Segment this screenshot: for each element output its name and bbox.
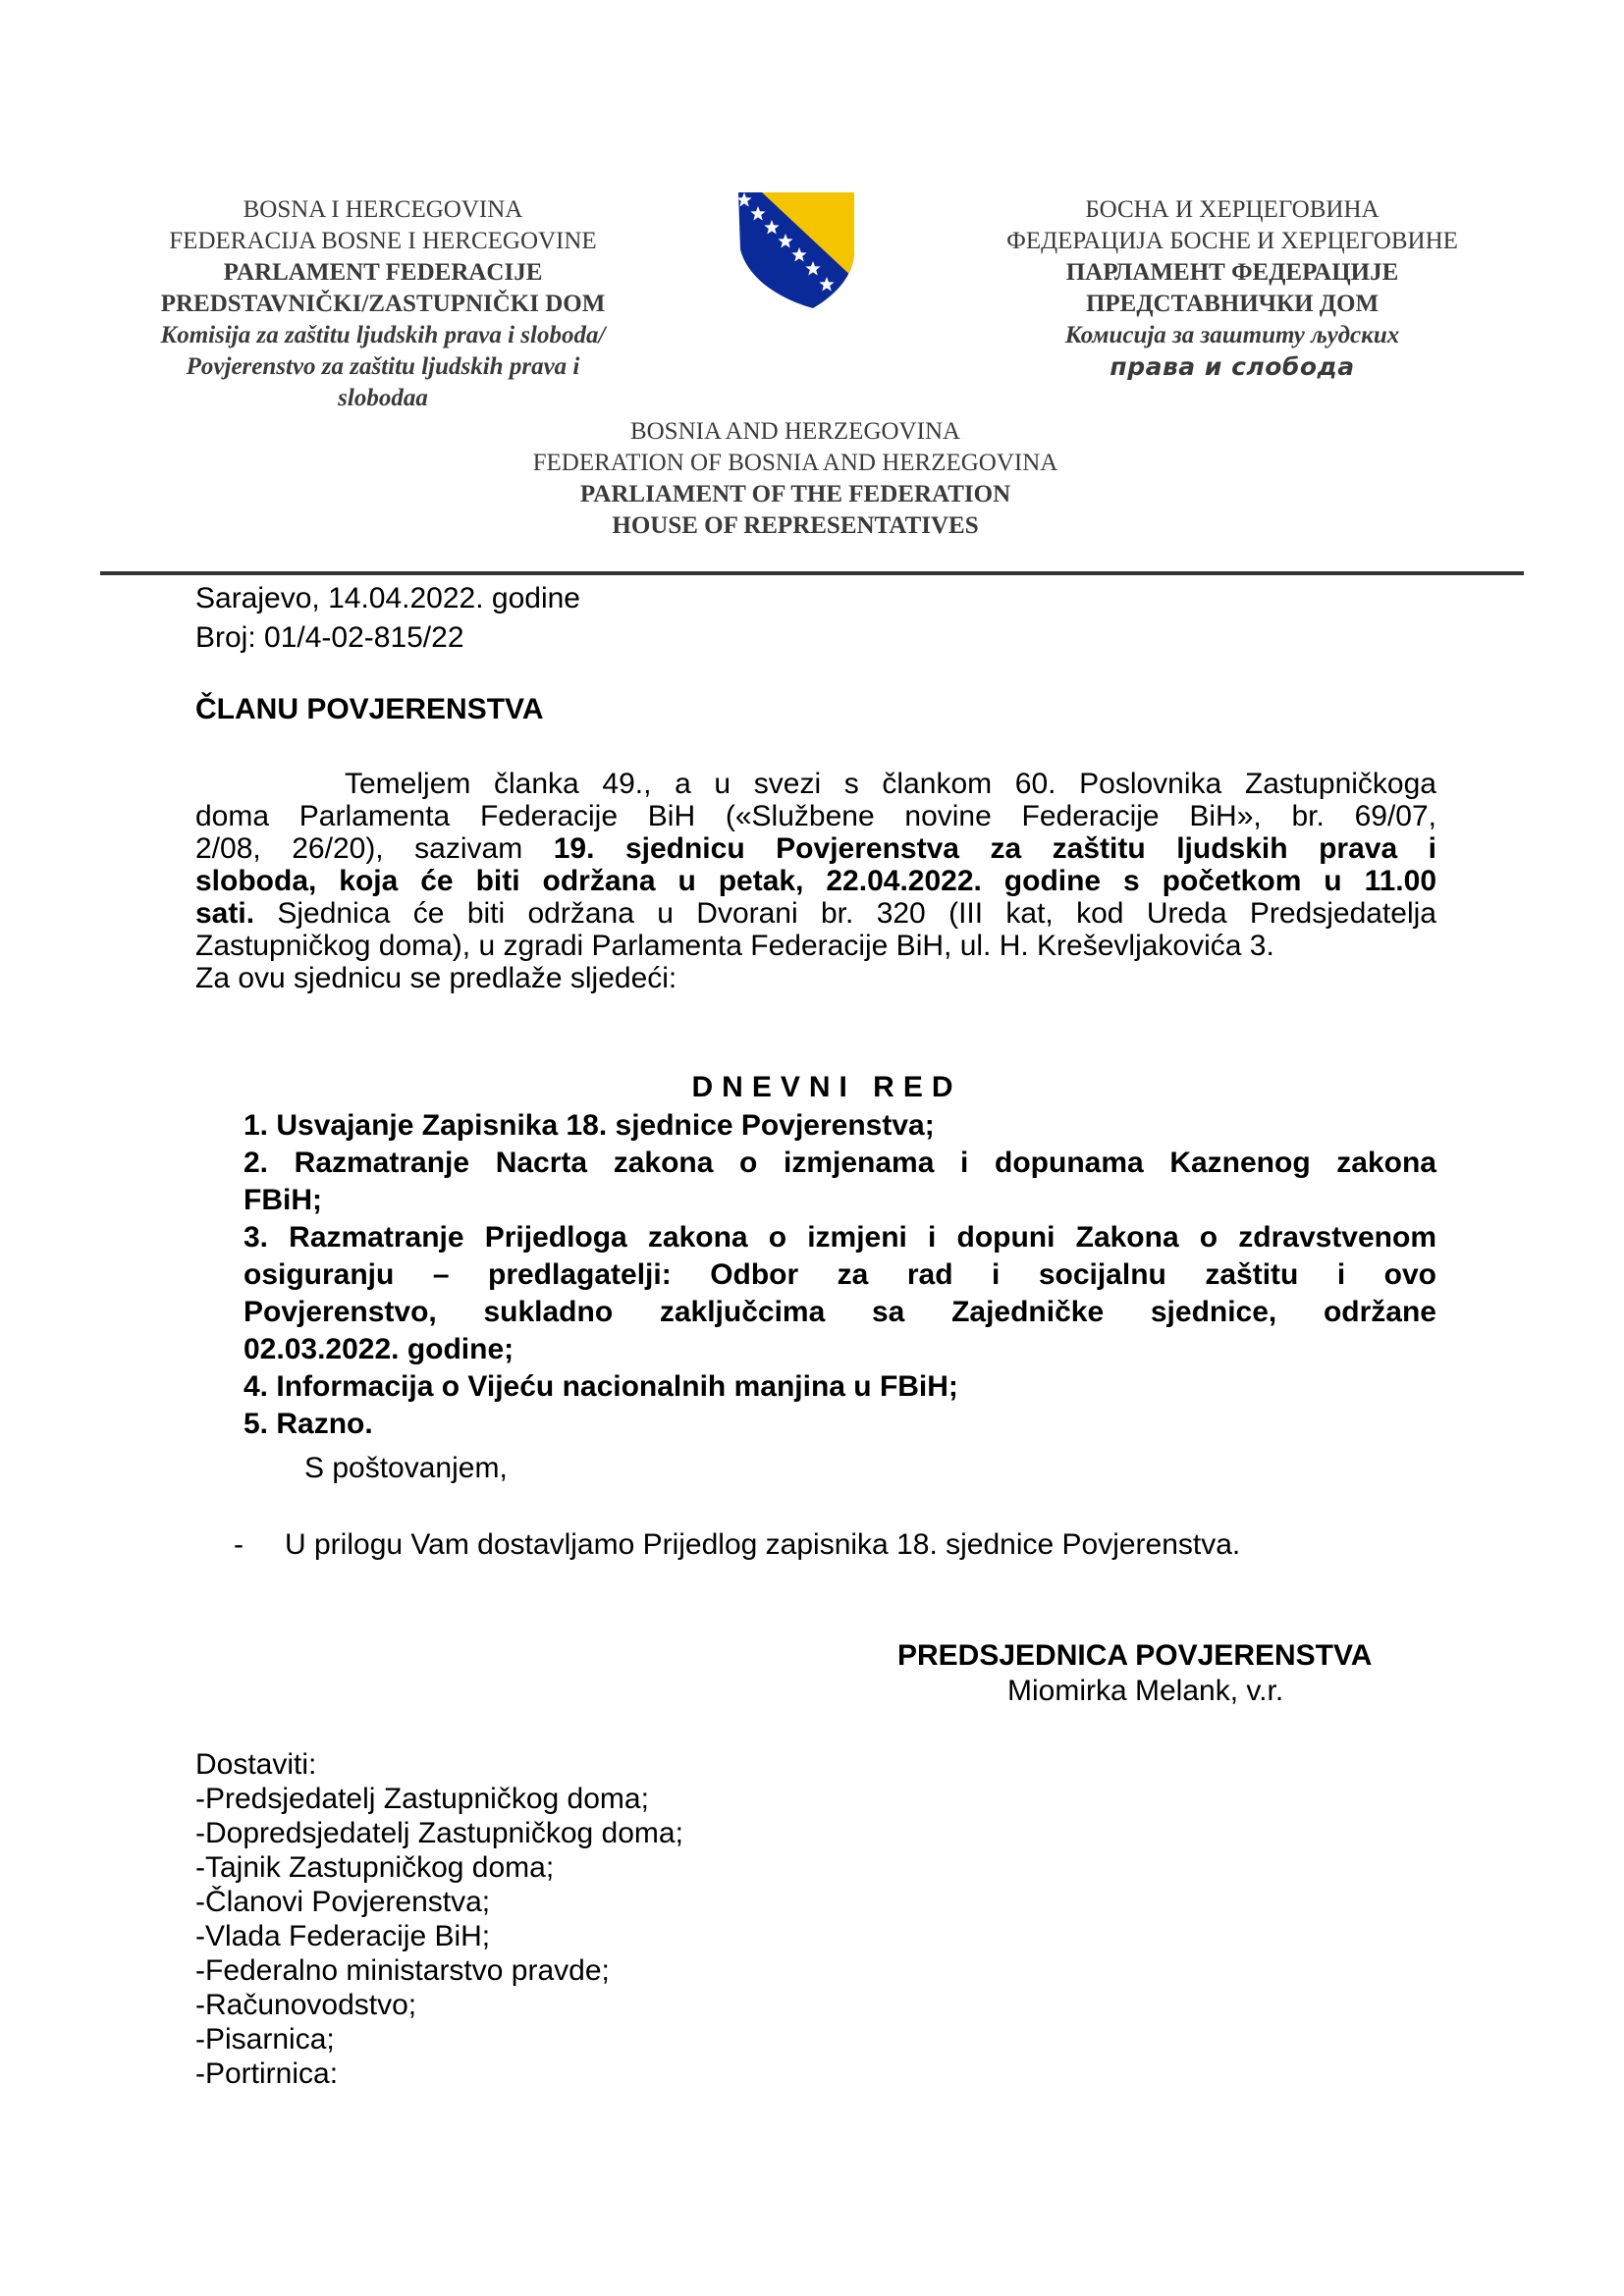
paragraph-line	[195, 768, 1436, 800]
header-left-italic-line: Komisija za zaštitu ljudskih prava i slobodа/	[160, 322, 606, 348]
header-left-italic-line: Povjerenstvo za zaštitu ljudskih prava i	[186, 353, 580, 380]
distribution-item: -Vlada Federacije BiH;	[195, 1920, 491, 1952]
header-right	[952, 194, 1512, 383]
header-english-line: FEDERATION OF BOSNIA AND HERZEGOVINA	[532, 450, 1058, 476]
distribution-item: -Računovodstvo;	[195, 1989, 417, 2021]
agenda-item-line: 1. Usvajanje Zapisnika 18. sjednice Povjerenstva;	[244, 1109, 935, 1142]
distribution-label: Dostaviti:	[195, 1748, 317, 1781]
document-date: Sarajevo, 14.04.2022. godine	[195, 582, 580, 614]
agenda-title: DNEVNI RED	[691, 1071, 962, 1103]
header-left-line: FEDERACIJA BOSNE I HERCEGOVINE	[169, 228, 597, 254]
paragraph-line	[195, 930, 1436, 962]
agenda-item-line: Povjerenstvo, sukladno zaključcima sa Zajedničke sjednice, održane	[244, 1296, 1436, 1328]
header-divider	[100, 571, 1524, 575]
agenda-item	[244, 1107, 1436, 1145]
paragraph-text: 2/08, 26/20), sazivam	[195, 832, 554, 865]
header-english	[452, 416, 1139, 542]
distribution-item: -Dopredsjedatelj Zastupničkog doma;	[195, 1817, 683, 1849]
paragraph-bold-text: sati.	[195, 897, 255, 930]
agenda-item-line: osiguranju – predlagatelji: Odbor za rad i socijalnu zaštitu i ovo	[244, 1258, 1436, 1291]
agenda-item-line: 3. Razmatranje Prijedloga zakona o izmjeni i dopuni Zakona o zdravstvenom	[244, 1221, 1436, 1254]
signature-name: Miomirka Melank, v.r.	[1007, 1675, 1284, 1707]
paragraph-bold-text: sloboda, koja će biti održana u petak, 22.04.2022. godine s početkom u 11.00	[195, 865, 1436, 897]
distribution-item: -Federalno ministarstvo pravde;	[195, 1954, 610, 1987]
paragraph-text: Za ovu sjednicu se predlaže sljedeći:	[195, 962, 677, 994]
agenda-item	[244, 1368, 1436, 1406]
attachment-bullet: -	[234, 1528, 244, 1561]
paragraph-line	[195, 832, 1436, 865]
header-left-italic-line: slobodaa	[338, 385, 428, 411]
paragraph-text: Temeljem članka 49., a u svezi s člankom 60. Poslovnika Zastupničkoga	[345, 768, 1436, 800]
header-left-bold-line: PARLAMENT FEDERACIJE	[223, 259, 543, 286]
header-english-bold-line: PARLIAMENT OF THE FEDERATION	[579, 481, 1011, 507]
paragraph-bold-text: 19. sjednicu Povjerenstva za zaštitu ljudskih prava i	[553, 832, 1436, 865]
agenda-list	[244, 1107, 1436, 1443]
header-right-italic-line: права и слобода	[1110, 352, 1355, 381]
header-right-line: БОСНА И ХЕРЦЕГОВИНА	[1085, 196, 1380, 223]
document-number: Broj: 01/4-02-815/22	[195, 621, 464, 654]
paragraph-text: Sjednica će biti održana u Dvorani br. 320 (III kat, kod Ureda Predsjedatelja	[254, 897, 1436, 930]
agenda-item	[244, 1219, 1436, 1368]
bih-coat-of-arms-icon	[734, 190, 858, 310]
addressee: ČLANU POVJERENSTVA	[195, 693, 544, 725]
agenda-item-line: 5. Razno.	[244, 1408, 373, 1440]
paragraph-line	[195, 865, 1436, 897]
agenda-item	[244, 1406, 1436, 1443]
distribution-item: -Pisarnica;	[195, 2023, 335, 2056]
header-right-line: ФЕДЕРАЦИЈА БОСНЕ И ХЕРЦЕГОВИНЕ	[1006, 228, 1458, 254]
agenda-item	[244, 1145, 1436, 1219]
header-right-bold-line: ПАРЛАМЕНТ ФЕДЕРАЦИЈЕ	[1065, 259, 1399, 286]
header-left-line: BOSNA I HERCEGOVINA	[243, 196, 523, 223]
header-english-line: BOSNIA AND HERZEGOVINA	[629, 418, 961, 445]
agenda-item-line: 4. Informacija o Vijeću nacionalnih manjina u FBiH;	[244, 1370, 958, 1403]
header-left	[108, 194, 658, 414]
distribution-item: -Predsjedatelj Zastupničkog doma;	[195, 1783, 649, 1815]
paragraph-line	[195, 897, 1436, 930]
agenda-item-line: 2. Razmatranje Nacrta zakona o izmjenama i dopunama Kaznenog zakona	[244, 1147, 1436, 1179]
header-right-italic-line: Комисија за заштиту људских	[1064, 322, 1400, 348]
paragraph-text: doma Parlamenta Federacije BiH («Službene novine Federacije BiH», br. 69/07,	[195, 800, 1436, 832]
paragraph-text: Zastupničkog doma), u zgradi Parlamenta Federacije BiH, ul. H. Kreševljakovića 3.	[195, 930, 1274, 962]
closing-salutation: S poštovanjem,	[304, 1452, 508, 1484]
agenda-item-line: FBiH;	[244, 1184, 322, 1216]
distribution-list	[195, 1747, 683, 2091]
signature-title: PREDSJEDNICA POVJERENSTVA	[897, 1639, 1373, 1672]
distribution-item: -Tajnik Zastupničkog doma;	[195, 1851, 555, 1884]
attachment-note	[234, 1528, 1240, 1561]
header-right-bold-line: ПРЕДСТАВНИЧКИ ДОМ	[1085, 291, 1380, 317]
paragraph-line	[195, 800, 1436, 832]
paragraph-line	[195, 962, 1436, 994]
invitation-paragraph	[195, 768, 1436, 994]
header-left-bold-line: PREDSTAVNIČKI/ZASTUPNIČKI DOM	[160, 291, 606, 317]
distribution-item: -Portirnica:	[195, 2057, 339, 2090]
agenda-item-line: 02.03.2022. godine;	[244, 1333, 514, 1365]
header-english-bold-line: HOUSE OF REPRESENTATIVES	[612, 512, 979, 539]
distribution-item: -Članovi Povjerenstva;	[195, 1886, 491, 1918]
attachment-text: U prilogu Vam dostavljamo Prijedlog zapisnika 18. sjednice Povjerenstva.	[285, 1528, 1241, 1561]
